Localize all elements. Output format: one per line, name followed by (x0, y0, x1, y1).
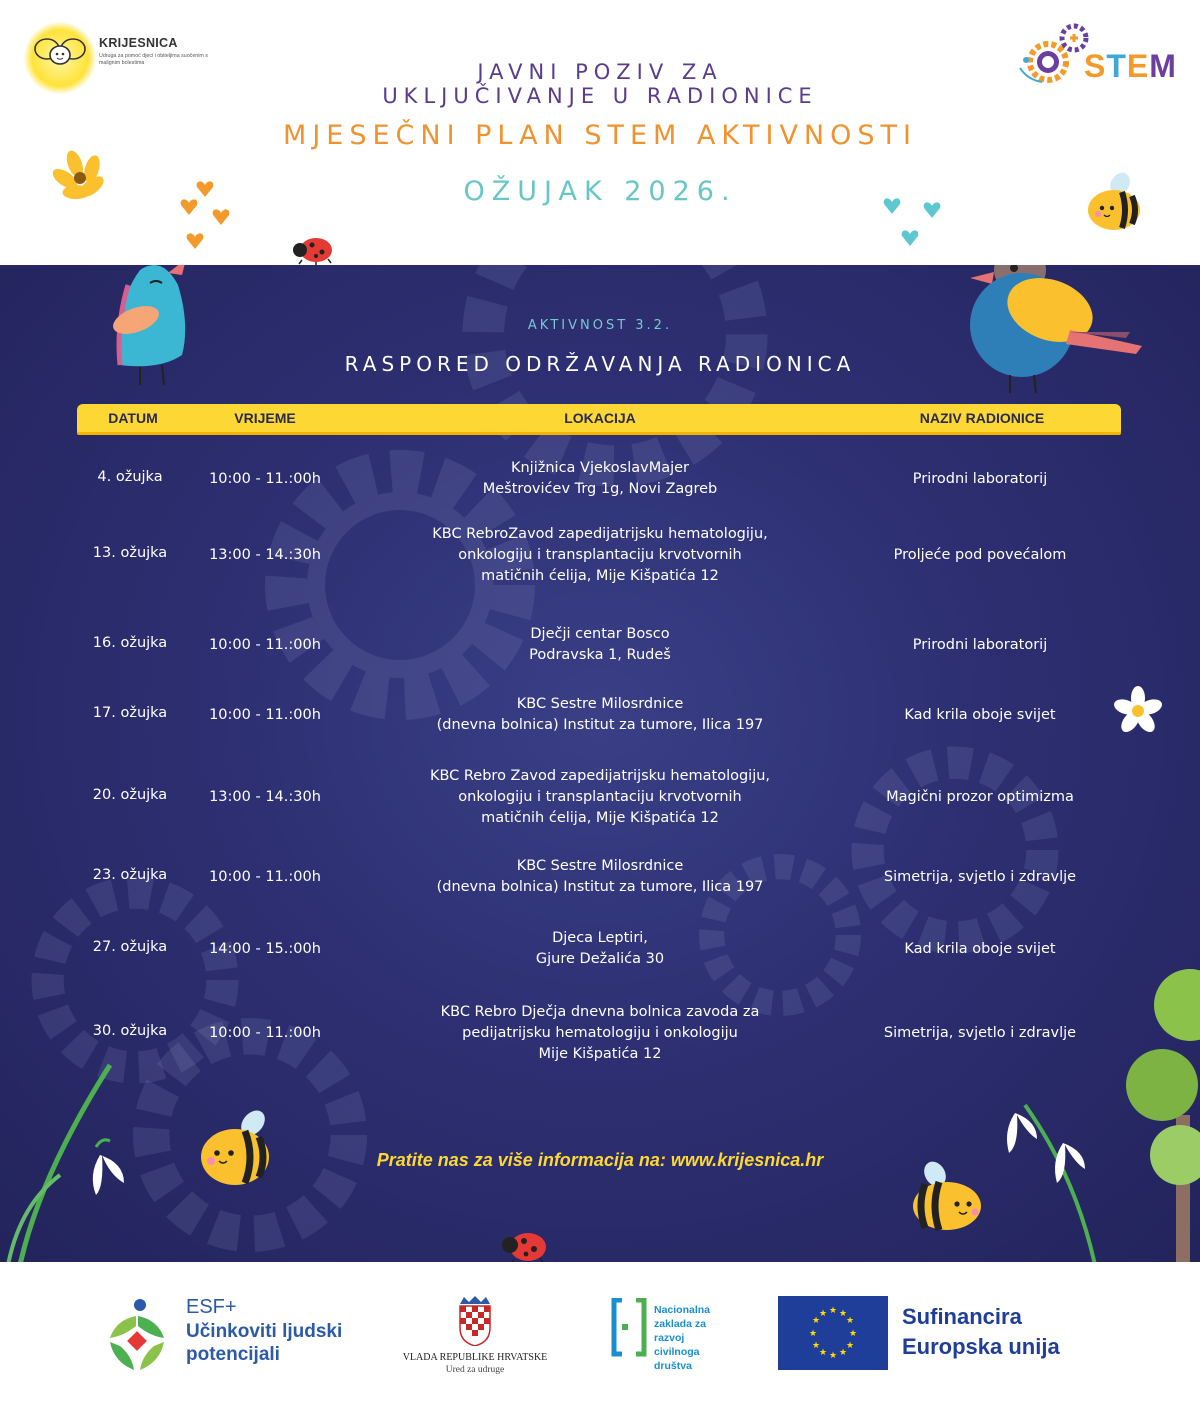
stem-letter-e: E (1126, 48, 1150, 84)
row-time: 10:00 - 11.:00h (209, 868, 321, 885)
row-location (380, 694, 820, 736)
row-location-line: KBC Rebro Zavod zapedijatrijsku hematologiju, (429, 768, 771, 784)
eu-flag-icon (778, 1296, 888, 1370)
orange-hearts-icon (175, 175, 235, 265)
row-location-line: Podravska 1, Rudeš (529, 647, 671, 663)
vlada-logo (390, 1296, 560, 1376)
nzrcd-line: razvoj (654, 1332, 685, 1344)
header-workshop-name: NAZIV RADIONICE (919, 410, 1045, 426)
esf-line-1: Učinkoviti ljudski (186, 1321, 343, 1342)
vlada-line-2: Ured za udruge (445, 1365, 505, 1375)
row-date: 13. ožujka (92, 545, 168, 561)
row-workshop-name: Simetrija, svjetlo i zdravlje (883, 868, 1077, 885)
ladybug-icon (498, 1227, 556, 1262)
stem-letter-m: M (1149, 48, 1177, 84)
nzrcd-line: Nacionalna (654, 1304, 711, 1316)
row-location-line: onkologiju i transplantaciju krvotvornih (458, 547, 742, 563)
row-time: 13:00 - 14.:30h (209, 547, 321, 563)
row-date: 16. ožujka (92, 634, 168, 651)
nzrcd-line: društva (654, 1360, 692, 1372)
follow-link-text[interactable]: Pratite nas za više informacija na: www.krijesnica.hr (376, 1150, 824, 1170)
activity-subtitle: AKTIVNOST 3.2. (527, 318, 673, 333)
bee-icon (1082, 172, 1148, 236)
row-workshop-name: Prirodni laboratorij (912, 636, 1048, 653)
row-location-line: Gjure Dežalića 30 (535, 951, 665, 967)
table-header (77, 404, 1121, 432)
svg-text:★: ★ (828, 1306, 838, 1316)
row-time: 10:00 - 11.:00h (209, 706, 321, 723)
row-location-line: Dječji centar Bosco (530, 626, 670, 642)
svg-text:★: ★ (808, 1329, 818, 1339)
krijesnica-name: KRIJESNICA (99, 36, 178, 50)
header-time: VRIJEME (234, 410, 296, 426)
footer-logos (0, 1262, 1200, 1402)
svg-text:★: ★ (845, 1316, 855, 1326)
row-location-line: KBC Sestre Milosrdnice (516, 858, 684, 874)
vlada-line-1: VLADA REPUBLIKE HRVATSKE (402, 1352, 548, 1363)
eu-line-2: Europska unija (902, 1334, 1060, 1359)
row-location-line: (dnevna bolnica) Institut za tumore, Ilica 197 (436, 879, 764, 895)
row-date: 30. ožujka (92, 1023, 168, 1039)
row-location-line: KBC RebroZavod zapedijatrijsku hematologiju, (432, 526, 768, 542)
row-location-line: matičnih ćelija, Mije Kišpatića 12 (481, 568, 719, 584)
row-location-line: KBC Rebro Dječja dnevna bolnica zavoda za (440, 1004, 760, 1020)
svg-text:★: ★ (811, 1316, 821, 1326)
white-flower-icon (1112, 685, 1164, 737)
row-location-line: (dnevna bolnica) Institut za tumore, Ilica 197 (436, 717, 764, 733)
row-workshop-name: Prirodni laboratorij (912, 470, 1048, 487)
row-time: 14:00 - 15.:00h (209, 940, 321, 957)
croatian-coat-of-arms-icon (458, 1296, 492, 1346)
bee-icon (195, 1107, 277, 1189)
row-time: 10:00 - 11.:00h (209, 636, 321, 653)
row-location (380, 928, 820, 970)
stem-letter-t: T (1106, 48, 1127, 84)
background-gear-icon (840, 735, 1070, 965)
title-main: MJESEČNI PLAN STEM AKTIVNOSTI (283, 120, 917, 151)
row-date: 17. ožujka (92, 704, 168, 721)
header-date: DATUM (108, 410, 158, 426)
title-month: OŽUJAK 2026. (463, 176, 737, 207)
row-location-line: Meštrovićev Trg 1g, Novi Zagreb (482, 481, 718, 497)
row-location (380, 458, 820, 500)
row-date: 20. ožujka (92, 787, 168, 803)
yellow-flower-icon (50, 148, 110, 208)
svg-text:★: ★ (828, 1351, 838, 1361)
eu-stars-icon (778, 1296, 888, 1370)
svg-text:★: ★ (838, 1348, 848, 1358)
row-location (380, 856, 820, 898)
row-location (380, 624, 820, 666)
ladybug-icon (292, 232, 342, 266)
eu-line-1: Sufinancira (902, 1304, 1022, 1329)
nzrcd-logo (610, 1296, 740, 1376)
row-time: 13:00 - 14.:30h (209, 789, 321, 805)
svg-text:★: ★ (818, 1348, 828, 1358)
row-date: 27. ožujka (92, 938, 168, 955)
row-workshop-name: Simetrija, svjetlo i zdravlje (883, 1025, 1077, 1041)
row-workshop-name: Kad krila oboje svijet (904, 940, 1056, 957)
row-location-line: pedijatrijsku hematologiju i onkologiju (462, 1025, 738, 1041)
row-date: 23. ožujka (92, 866, 168, 883)
stem-letter-s: S (1084, 48, 1107, 84)
row-time: 10:00 - 11.:00h (209, 1025, 321, 1041)
row-location (380, 766, 820, 829)
nzrcd-line: civilnoga (654, 1346, 700, 1358)
row-date: 4. ožujka (97, 468, 163, 485)
row-location-line: Mije Kišpatića 12 (538, 1046, 662, 1062)
row-location-line: Knjižnica VjekoslavMajer (510, 460, 690, 476)
esf-logo (106, 1294, 366, 1374)
header-section (0, 0, 1200, 265)
esf-line-2: potencijali (186, 1344, 280, 1365)
row-time: 10:00 - 11.:00h (209, 470, 321, 487)
row-workshop-name: Proljeće pod povećalom (893, 547, 1067, 563)
svg-text:★: ★ (848, 1329, 858, 1339)
title-line-1: JAVNI POZIV ZA (477, 60, 723, 84)
svg-text:★: ★ (811, 1341, 821, 1351)
eu-logo (778, 1296, 1108, 1371)
svg-text:★: ★ (818, 1309, 828, 1319)
activity-title: RASPORED ODRŽAVANJA RADIONICA (344, 352, 856, 376)
tree-icon (1110, 965, 1200, 1262)
nzrcd-text (654, 1303, 710, 1373)
header-location: LOKACIJA (564, 410, 636, 426)
svg-text:★: ★ (845, 1341, 855, 1351)
row-location-line: matičnih ćelija, Mije Kišpatića 12 (481, 810, 719, 826)
esf-plus-label: ESF+ (186, 1296, 237, 1318)
teal-hearts-icon (880, 190, 960, 260)
esf-flower-icon (106, 1298, 166, 1373)
row-workshop-name: Kad krila oboje svijet (904, 706, 1056, 723)
row-location-line: Djeca Leptiri, (552, 930, 648, 946)
row-location (380, 524, 820, 587)
row-location-line: onkologiju i transplantaciju krvotvornih (458, 789, 742, 805)
nzrcd-line: zaklada za (654, 1318, 706, 1330)
title-line-2: UKLJUČIVANJE U RADIONICE (382, 84, 818, 108)
krijesnica-tagline: Udruga za pomoć djeci i obiteljima suočenim s malignim bolestima (99, 53, 208, 66)
row-workshop-name: Magični prozor optimizma (886, 789, 1074, 805)
row-location-line: KBC Sestre Milosrdnice (516, 696, 684, 712)
svg-text:★: ★ (838, 1309, 848, 1319)
row-location (380, 1002, 820, 1065)
bracket-logo-icon (610, 1298, 650, 1358)
